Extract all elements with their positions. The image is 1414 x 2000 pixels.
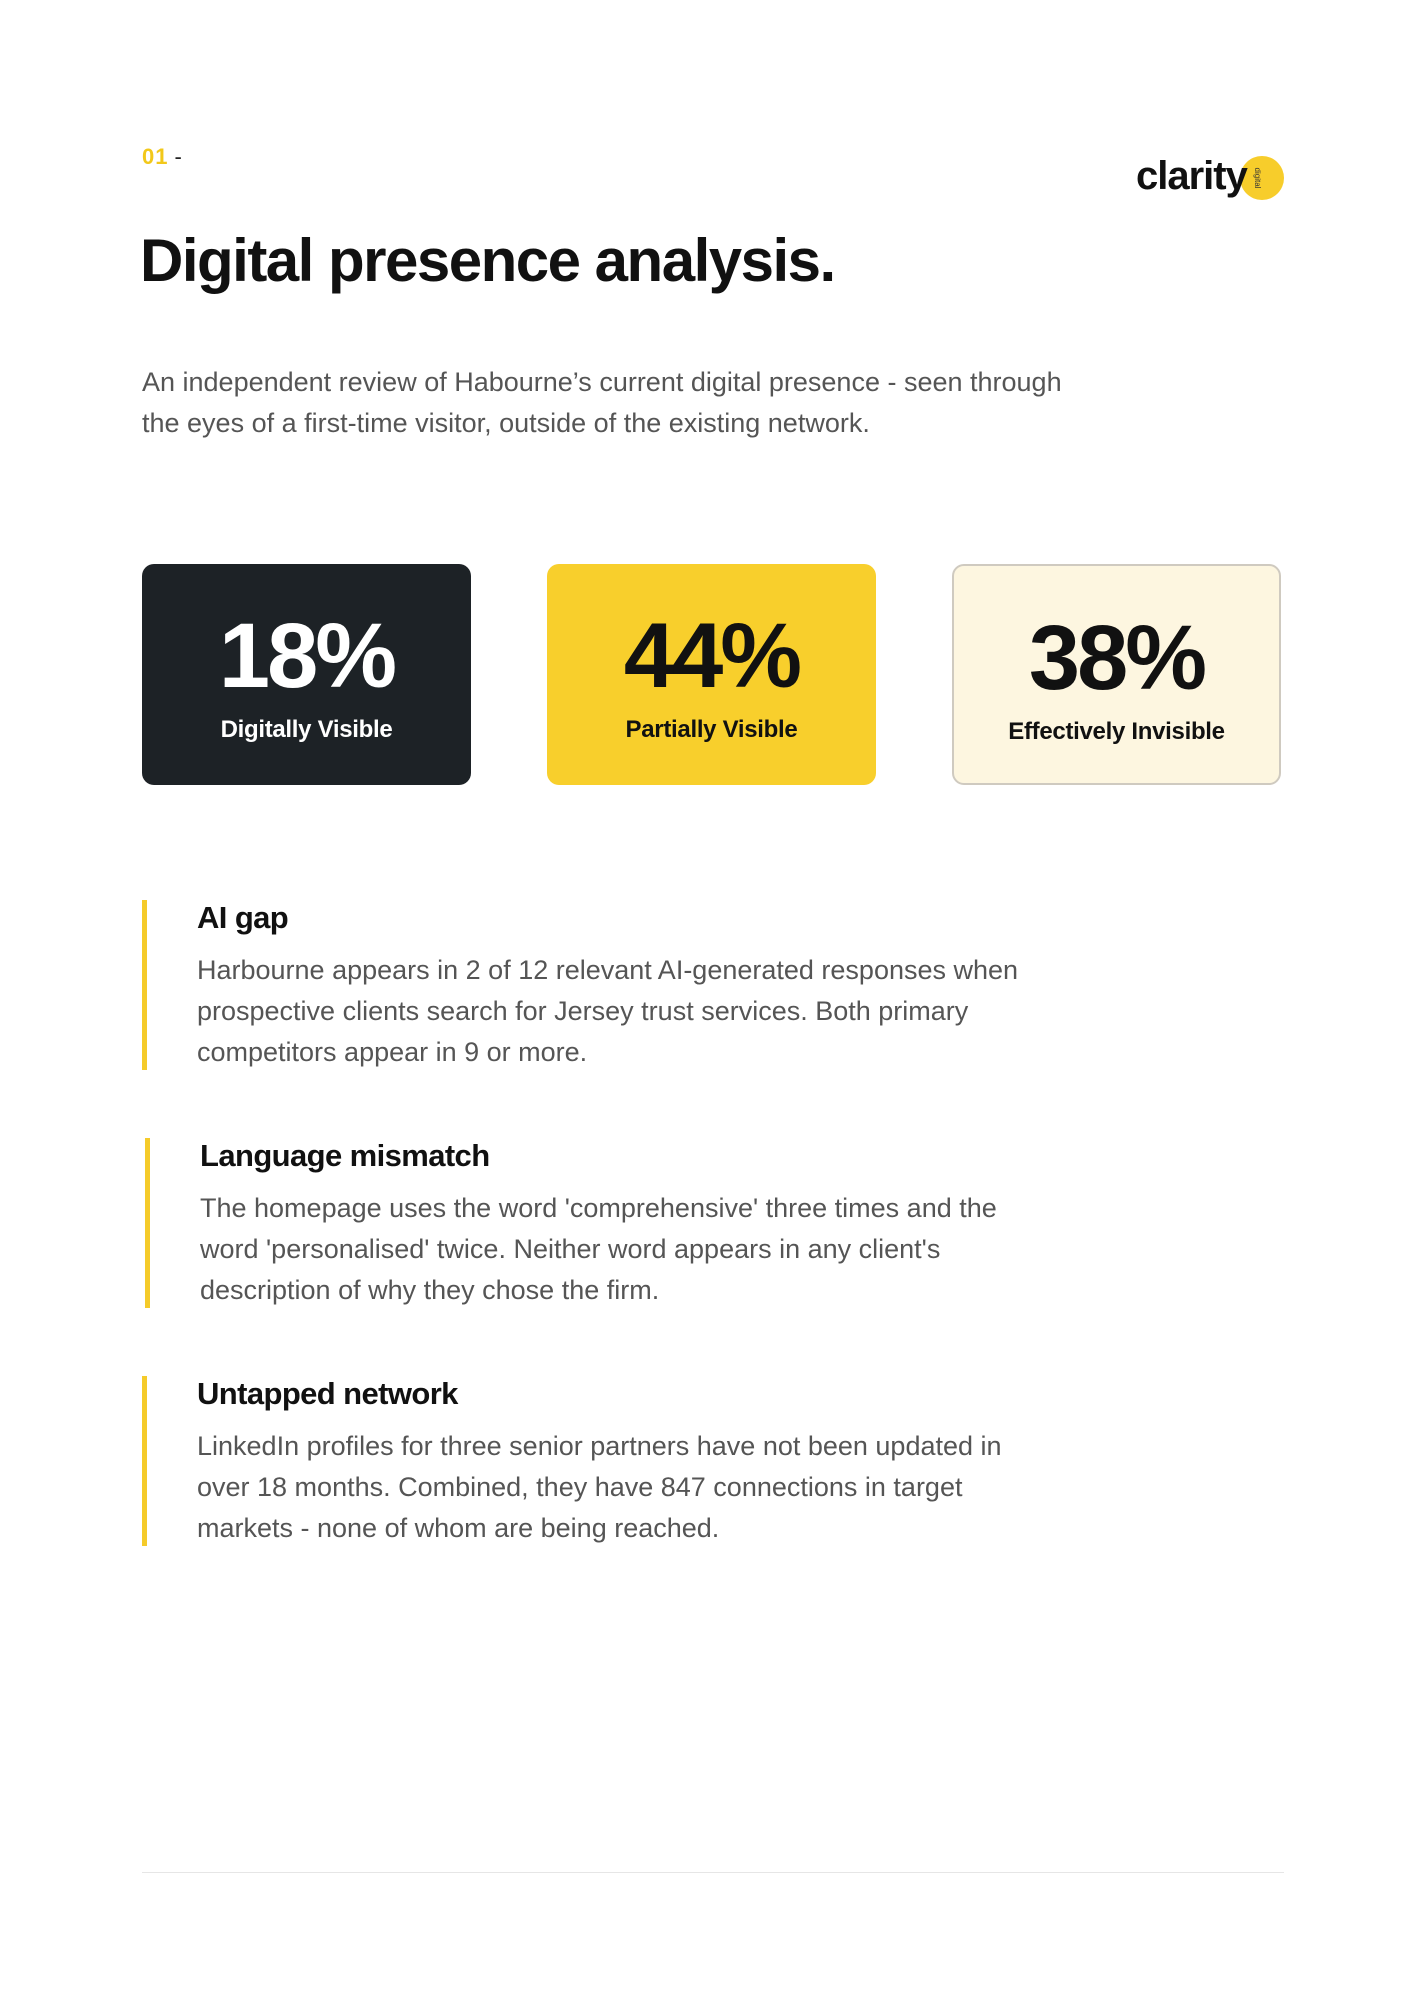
page-title: Digital presence analysis.: [140, 227, 835, 294]
stat-value: 44%: [623, 605, 800, 707]
section-number-dash: -: [174, 144, 183, 169]
intro-paragraph: An independent review of Habourne’s current digital presence - seen through the eyes of a first-time visitor, outside of the existing network.: [142, 367, 1062, 438]
footer-divider: [142, 1872, 1284, 1873]
stat-value: 18%: [218, 605, 395, 707]
stat-card-digitally-visible: [142, 564, 471, 785]
stat-label: Digitally Visible: [220, 716, 393, 743]
logo-wordmark: clarity: [1136, 154, 1247, 198]
finding-title: AI gap: [197, 900, 289, 935]
finding-body: The homepage uses the word 'comprehensive' three times and the word 'personalised' twice. Neither word appears in any client's description of why they chose the firm.: [200, 1193, 997, 1305]
stat-label: Effectively Invisible: [1008, 718, 1225, 745]
stat-card-effectively-invisible: [952, 564, 1281, 785]
finding-body: Harbourne appears in 2 of 12 relevant AI-generated responses when prospective clients search for Jersey trust services. Both primary competitors appear in 9 or more.: [197, 955, 1019, 1067]
logo-subtext: digital: [1253, 167, 1262, 189]
stat-label: Partially Visible: [625, 716, 798, 743]
stat-value: 38%: [1028, 607, 1205, 709]
finding-body: LinkedIn profiles for three senior partners have not been updated in over 18 months. Combined, they have 847 connections in target markets - none of whom are being reached.: [197, 1431, 1002, 1543]
section-number: [142, 144, 183, 170]
finding-title: Untapped network: [197, 1376, 458, 1411]
finding-untapped-network: [142, 1376, 1042, 1546]
section-number-value: 01: [142, 144, 169, 169]
finding-title: Language mismatch: [200, 1138, 490, 1173]
clarity-logo: [1136, 152, 1284, 208]
finding-ai-gap: [142, 900, 1042, 1070]
stat-card-partially-visible: [547, 564, 876, 785]
finding-language-mismatch: [145, 1138, 1045, 1308]
